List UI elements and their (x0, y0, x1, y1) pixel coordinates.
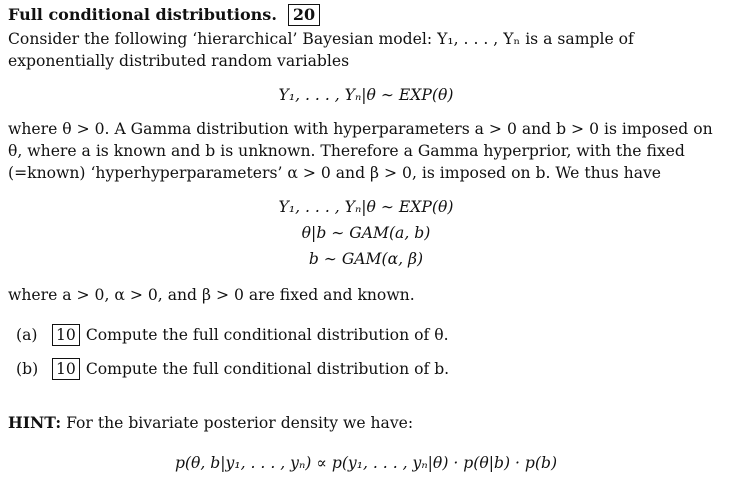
prior-paragraph: where θ > 0. A Gamma distribution with hyperparameters a > 0 and b > 0 is imposed on θ, where a is known and b is unknown. Therefore a Gamma hyperprior, with the fixed (=known) ‘hyperhyperparameters’ α > 0 and β > 0, is imposed on b. We thus have (8, 120, 713, 182)
problem-document (8, 4, 724, 474)
subquestion-b (8, 352, 724, 386)
subquestion-label: (a) (16, 326, 38, 344)
problem-header (8, 4, 724, 28)
subquestion-text: Compute the full conditional distribution of b. (85, 360, 450, 378)
posterior-formula: p(θ, b|y₁, . . . , yₙ) ∝ p(y₁, . . . , yₙ|θ) · p(θ|b) · p(b) (174, 454, 558, 472)
problem-points-box: 20 (288, 4, 320, 26)
model-line: Y₁, . . . , Yₙ|θ ∼ EXP(θ) (278, 86, 454, 104)
subquestion-label: (b) (16, 360, 39, 378)
hint-label: HINT: (8, 413, 62, 432)
hierarchy-equations (8, 194, 724, 272)
model-equation (8, 82, 724, 108)
subquestion-text: Compute the full conditional distribution of θ. (85, 326, 449, 344)
hierarchy-line-prior: θ|b ∼ GAM(a, b) (301, 224, 431, 242)
subquestion-list (8, 318, 724, 386)
hierarchy-line-likelihood: Y₁, . . . , Yₙ|θ ∼ EXP(θ) (278, 198, 454, 216)
intro-paragraph: Consider the following ‘hierarchical’ Bayesian model: Y₁, . . . , Yₙ is a sample of exponentially distributed random variables (8, 30, 634, 70)
subquestion-points-box: 10 (52, 358, 80, 380)
hint-text: For the bivariate posterior density we have: (66, 414, 414, 432)
hierarchy-line-hyperprior: b ∼ GAM(α, β) (308, 250, 424, 268)
subquestion-points-box: 10 (52, 324, 80, 346)
subquestion-a (8, 318, 724, 352)
conditions-paragraph: where a > 0, α > 0, and β > 0 are fixed and known. (8, 286, 415, 304)
problem-title: Full conditional distributions. (8, 5, 277, 24)
hint-paragraph (8, 412, 724, 434)
